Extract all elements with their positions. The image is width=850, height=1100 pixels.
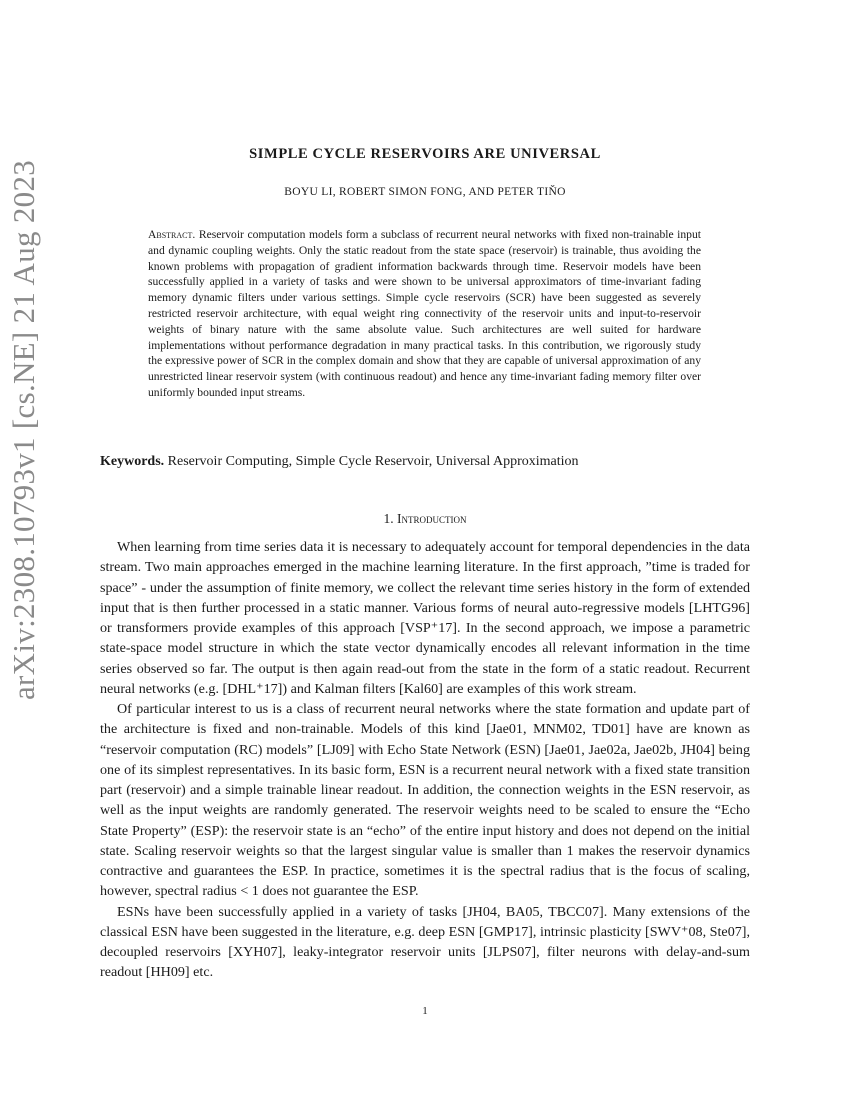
author-list: BOYU LI, ROBERT SIMON FONG, AND PETER TIŇO xyxy=(284,186,566,198)
section-heading xyxy=(0,511,850,527)
section-number: 1. xyxy=(383,511,394,526)
arxiv-identifier: arXiv:2308.10793v1 [cs.NE] 21 Aug 2023 xyxy=(6,159,41,700)
section-title: Introduction xyxy=(397,511,467,526)
abstract-text: Reservoir computation models form a subclass of recurrent neural networks with fixed non-trainable input and dynamic coupling weights. Only the static readout from the state space (reservoir) is trainable, thus avoiding the known problems with propagation of gradient information backwards through time. Reservoir models have been successfully applied in a variety of tasks and were shown to be universal approximators of time-invariant fading memory dynamic filters under various settings. Simple cycle reservoirs (SCR) have been suggested as severely restricted reservoir architecture, with equal weight ring connectivity of the reservoir units and input-to-reservoir weights of binary nature with the same absolute value. Such architectures are well suited for hardware implementations without performance degradation in many practical tasks. In this contribution, we rigorously study the expressive power of SCR in the complex domain and show that they are capable of universal approximation of any unrestricted linear reservoir system (with continuous readout) and hence any time-invariant fading memory filter over uniformly bounded input streams. xyxy=(148,228,701,399)
paragraph: When learning from time series data it is necessary to adequately account for temporal dependencies in the data stream. Two main approaches emerged in the machine learning literature. In the first approach, ”time is traded for space” - under the assumption of finite memory, we collect the relevant time series history in the form of extended input that is then further processed in a static manner. Various forms of neural auto-regressive models [LHTG96] or transformers provide examples of this approach [VSP⁺17]. In the second approach, we impose a parametric state-space model structure in which the state vector dynamically encodes all relevant information in the time series observed so far. The output is then again read-out from the state in the form of a static readout. Recurrent neural networks (e.g. [DHL⁺17]) and Kalman filters [Kal60] are examples of this work stream. xyxy=(100,539,750,697)
keywords-label: Keywords. xyxy=(100,454,165,469)
keywords xyxy=(100,454,750,470)
keywords-text: Reservoir Computing, Simple Cycle Reservoir, Universal Approximation xyxy=(167,454,579,469)
introduction-body xyxy=(100,537,750,983)
paragraph: Of particular interest to us is a class of recurrent neural networks where the state formation and update part of the architecture is fixed and non-trainable. Models of this kind [Jae01, MNM02, TD01] have are known as “reservoir computation (RC) models” [LJ09] with Echo State Network (ESN) [Jae01, Jae02a, Jae02b, JH04] being one of its simplest representatives. In its basic form, ESN is a recurrent neural network with a fixed state transition part (reservoir) and a simple trainable linear readout. In addition, the connection weights in the ESN reservoir, as well as the input weights are randomly generated. The reservoir weights need to be scaled to ensure the “Echo State Property” (ESP): the reservoir state is an “echo” of the entire input history and does not depend on the initial state. Scaling reservoir weights so that the largest singular value is smaller than 1 makes the reservoir dynamics contractive and guarantees the ESP. In practice, sometimes it is the spectral radius that is the focus of scaling, however, spectral radius < 1 does not guarantee the ESP. xyxy=(100,701,750,900)
page-number: 1 xyxy=(422,1005,428,1017)
paper-title: SIMPLE CYCLE RESERVOIRS ARE UNIVERSAL xyxy=(249,146,601,162)
abstract xyxy=(148,227,701,401)
abstract-label: Abstract. xyxy=(148,228,196,241)
paragraph: ESNs have been successfully applied in a variety of tasks [JH04, BA05, TBCC07]. Many extensions of the classical ESN have been suggested in the literature, e.g. deep ESN [GMP17], intrinsic plasticity [SWV⁺08, Ste07], decoupled reservoirs [XYH07], leaky-integrator reservoir units [JLPS07], filter neurons with delay-and-sum readout [HH09] etc. xyxy=(100,903,750,981)
